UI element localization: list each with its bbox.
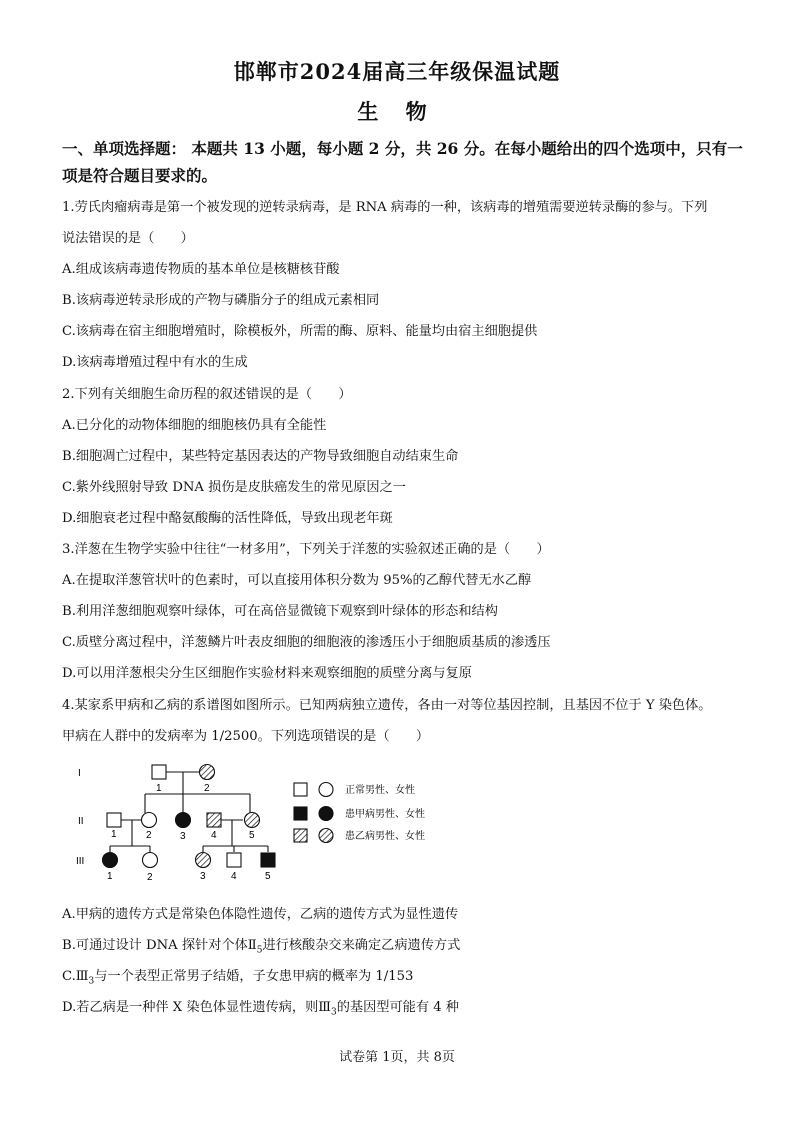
- q4-option-c-post: 与一个表型正常男子结婚，子女患甲病的概率为 1/153: [94, 969, 414, 984]
- ped-III-3-disease-b-female: [196, 853, 211, 868]
- ped-III-5-disease-a-male: [261, 853, 275, 867]
- q2-option-a: A.已分化的动物体细胞的细胞核仍具有全能性: [62, 418, 327, 433]
- q4-option-d-post: 的基因型可能有 4 种: [336, 1000, 459, 1015]
- q2-option-d: D.细胞衰老过程中酪氨酸酶的活性降低，导致出现老年斑: [62, 511, 393, 526]
- section-heading-line2: 项是符合题目要求的。: [62, 166, 218, 185]
- legend-disease-b-female: [319, 829, 333, 843]
- num-II-4: 4: [211, 830, 217, 841]
- num-I-2: 2: [204, 783, 210, 794]
- q1-option-b: B.该病毒逆转录形成的产物与磷脂分子的组成元素相同: [62, 293, 380, 308]
- q4-option-c-sub: 3: [88, 976, 95, 987]
- num-II-2: 2: [146, 830, 152, 841]
- q4-option-d-sub: 3: [330, 1007, 337, 1018]
- legend-disease-a-male: [294, 807, 307, 820]
- q3-stem: 3.洋葱在生物学实验中往往“一材多用”，下列关于洋葱的实验叙述正确的是（ ）: [62, 542, 550, 557]
- gen-label-1: I: [78, 768, 81, 779]
- legend-normal-female: [319, 783, 333, 797]
- q3-option-d: D.可以用洋葱根尖分生区细胞作实验材料来观察细胞的质壁分离与复原: [62, 666, 472, 681]
- section-heading-line1: 一、单项选择题： 本题共 13 小题，每小题 2 分，共 26 分。在每小题给出的四个选项中，只有一: [62, 139, 743, 158]
- q1-option-a: A.组成该病毒遗传物质的基本单位是核糖核苷酸: [62, 262, 340, 277]
- num-III-5: 5: [265, 871, 271, 882]
- ped-II-3-disease-a-female: [176, 813, 191, 828]
- legend-disease-a-label: 患甲病男性、女性: [345, 809, 425, 820]
- ped-II-4-disease-b-male: [207, 813, 221, 827]
- legend-disease-b-male: [294, 829, 307, 842]
- q1-option-d: D.该病毒增殖过程中有水的生成: [62, 355, 248, 370]
- legend-normal-male: [294, 783, 307, 796]
- num-I-1: 1: [156, 783, 162, 794]
- num-III-3: 3: [200, 871, 206, 882]
- ped-III-4-normal-male: [227, 853, 241, 867]
- num-II-5: 5: [249, 830, 255, 841]
- q3-option-a: A.在提取洋葱管状叶的色素时，可以直接用体积分数为 95%的乙醇代替无水乙醇: [62, 573, 532, 588]
- q4-option-b-post: 进行核酸杂交来确定乙病遗传方式: [262, 938, 461, 953]
- q4-option-c-pre: C.Ⅲ: [62, 969, 89, 984]
- num-III-4: 4: [231, 871, 237, 882]
- section-heading: [62, 135, 752, 189]
- q4-option-a: A.甲病的遗传方式是常染色体隐性遗传，乙病的遗传方式为显性遗传: [62, 907, 459, 922]
- ped-I-2-disease-b-female: [200, 765, 215, 780]
- ped-III-2-normal-female: [143, 853, 158, 868]
- q4-option-b-sub: 5: [256, 945, 263, 956]
- ped-I-1-normal-male: [152, 765, 166, 779]
- q4-stem-line2: 甲病在人群中的发病率为 1/2500。下列选项错误的是（ ）: [62, 729, 430, 744]
- gen-label-3: III: [76, 856, 85, 867]
- num-II-1: 1: [111, 829, 117, 840]
- ped-II-1-normal-male: [107, 813, 121, 827]
- page-footer: 试卷第 1页，共 8页: [339, 1050, 455, 1065]
- gen-label-2: II: [78, 816, 84, 827]
- q4-option-b: [62, 936, 762, 961]
- q2-option-b: B.细胞凋亡过程中，某些特定基因表达的产物导致细胞自动结束生命: [62, 449, 459, 464]
- q3-option-b: B.利用洋葱细胞观察叶绿体，可在高倍显微镜下观察到叶绿体的形态和结构: [62, 604, 498, 619]
- q4-option-c: [62, 967, 762, 992]
- ped-III-1-disease-a-female: [103, 853, 118, 868]
- q1-option-c: C.该病毒在宿主细胞增殖时，除模板外，所需的酶、原料、能量均由宿主细胞提供: [62, 324, 538, 339]
- q4-option-d-pre: D.若乙病是一种伴 X 染色体显性遗传病，则Ⅲ: [62, 1000, 331, 1015]
- num-III-1: 1: [107, 871, 113, 882]
- q2-stem: 2.下列有关细胞生命历程的叙述错误的是（ ）: [62, 387, 352, 402]
- q2-option-c: C.紫外线照射导致 DNA 损伤是皮肤癌发生的常见原因之一: [62, 480, 406, 495]
- exam-title: 邯郸市2024届高三年级保温试题: [233, 59, 561, 84]
- legend-disease-a-female: [319, 807, 333, 821]
- ped-II-2-normal-female: [142, 813, 157, 828]
- q1-stem-line2: 说法错误的是（ ）: [62, 231, 194, 246]
- q4-stem-line1: 4.某家系甲病和乙病的系谱图如图所示。已知两病独立遗传，各由一对等位基因控制，且基因不位于 Y 染色体。: [62, 698, 712, 713]
- pedigree-diagram: [60, 758, 480, 888]
- ped-II-5-disease-b-female: [245, 813, 260, 828]
- q1-stem-line1: 1.劳氏肉瘤病毒是第一个被发现的逆转录病毒，是 RNA 病毒的一种，该病毒的增殖需要逆转录酶的参与。下列: [62, 200, 708, 215]
- q4-option-d: [62, 998, 762, 1023]
- subject-title: 生 物: [357, 99, 437, 124]
- legend-normal-label: 正常男性、女性: [345, 785, 415, 796]
- q4-option-b-pre: B.可通过设计 DNA 探针对个体Ⅱ: [62, 938, 257, 953]
- num-III-2: 2: [147, 872, 153, 883]
- legend-disease-b-label: 患乙病男性、女性: [345, 831, 425, 842]
- q3-option-c: C.质壁分离过程中，洋葱鳞片叶表皮细胞的细胞液的渗透压小于细胞质基质的渗透压: [62, 635, 551, 650]
- num-II-3: 3: [180, 831, 186, 842]
